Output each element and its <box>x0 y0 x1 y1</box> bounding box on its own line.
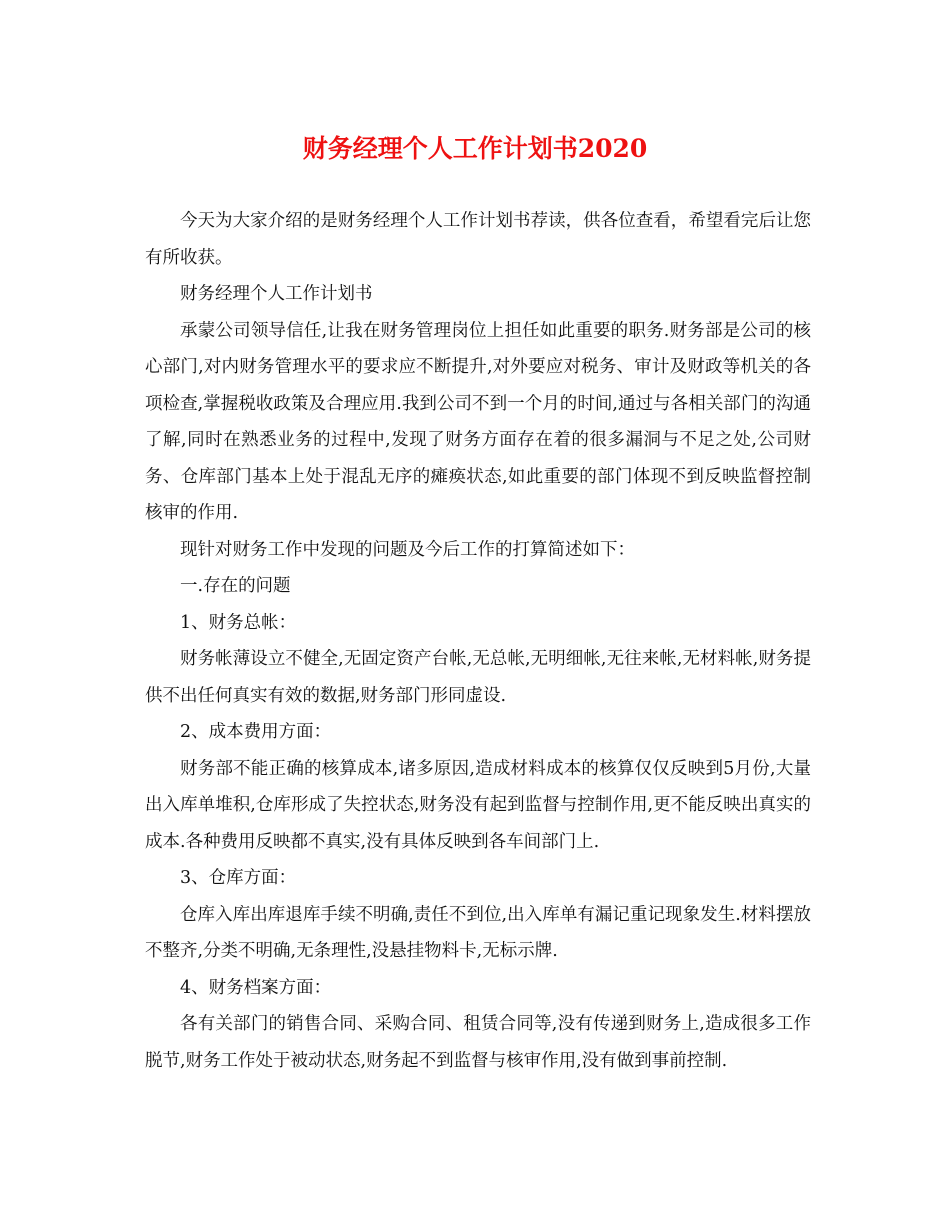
document-body <box>145 203 811 1079</box>
paragraph-subtitle: 财务经理个人工作计划书 <box>180 284 373 304</box>
subheading-warehouse: 3、仓库方面： <box>180 868 297 888</box>
subheading-cost: 2、成本费用方面： <box>180 722 332 742</box>
paragraph-background: 承蒙公司领导信任,让我在财务管理岗位上担任如此重要的职务.财务部是公司的核心部门,对内财务管理水平的要求应不断提升,对外要应对税务、审计及财政等机关的各项检查,掌握税收政策及合理应用.我到公司不到一个月的时间,通过与各相关部门的沟通了解,同时在熟悉业务的过程中,发现了财务方面存在着的很多漏洞与不足之处,公司财务、仓库部门基本上处于混乱无序的瘫痪状态,如此重要的部门体现不到反映监督控制核审的作用. <box>145 320 811 523</box>
document-title: 财务经理个人工作计划书2020 <box>302 134 648 163</box>
section-heading-problems: 一.存在的问题 <box>180 576 291 596</box>
subheading-general-ledger: 1、财务总帐： <box>180 612 297 633</box>
paragraph-archives: 各有关部门的销售合同、采购合同、租赁合同等,没有传递到财务上,造成很多工作脱节,财务工作处于被动状态,财务起不到监督与核审作用,没有做到事前控制. <box>145 1014 811 1071</box>
subheading-archives: 4、财务档案方面： <box>180 977 332 998</box>
paragraph-summary-lead: 现针对财务工作中发现的问题及今后工作的打算简述如下： <box>180 539 635 560</box>
paragraph-warehouse: 仓库入库出库退库手续不明确,责任不到位,出入库单有漏记重记现象发生.材料摆放不整齐,分类不明确,无条理性,没悬挂物料卡,无标示牌. <box>145 904 811 961</box>
paragraph-general-ledger: 财务帐薄设立不健全,无固定资产台帐,无总帐,无明细帐,无往来帐,无材料帐,财务提供不出任何真实有效的数据,财务部门形同虚设. <box>145 649 811 706</box>
paragraph-intro: 今天为大家介绍的是财务经理个人工作计划书荐读，供各位查看，希望看完后让您有所收获。 <box>145 211 811 268</box>
paragraph-cost: 财务部不能正确的核算成本,诸多原因,造成材料成本的核算仅仅反映到5月份,大量出入库单堆积,仓库形成了失控状态,财务没有起到监督与控制作用,更不能反映出真实的成本.各种费用反映都不真实,没有具体反映到各车间部门上. <box>145 758 811 852</box>
